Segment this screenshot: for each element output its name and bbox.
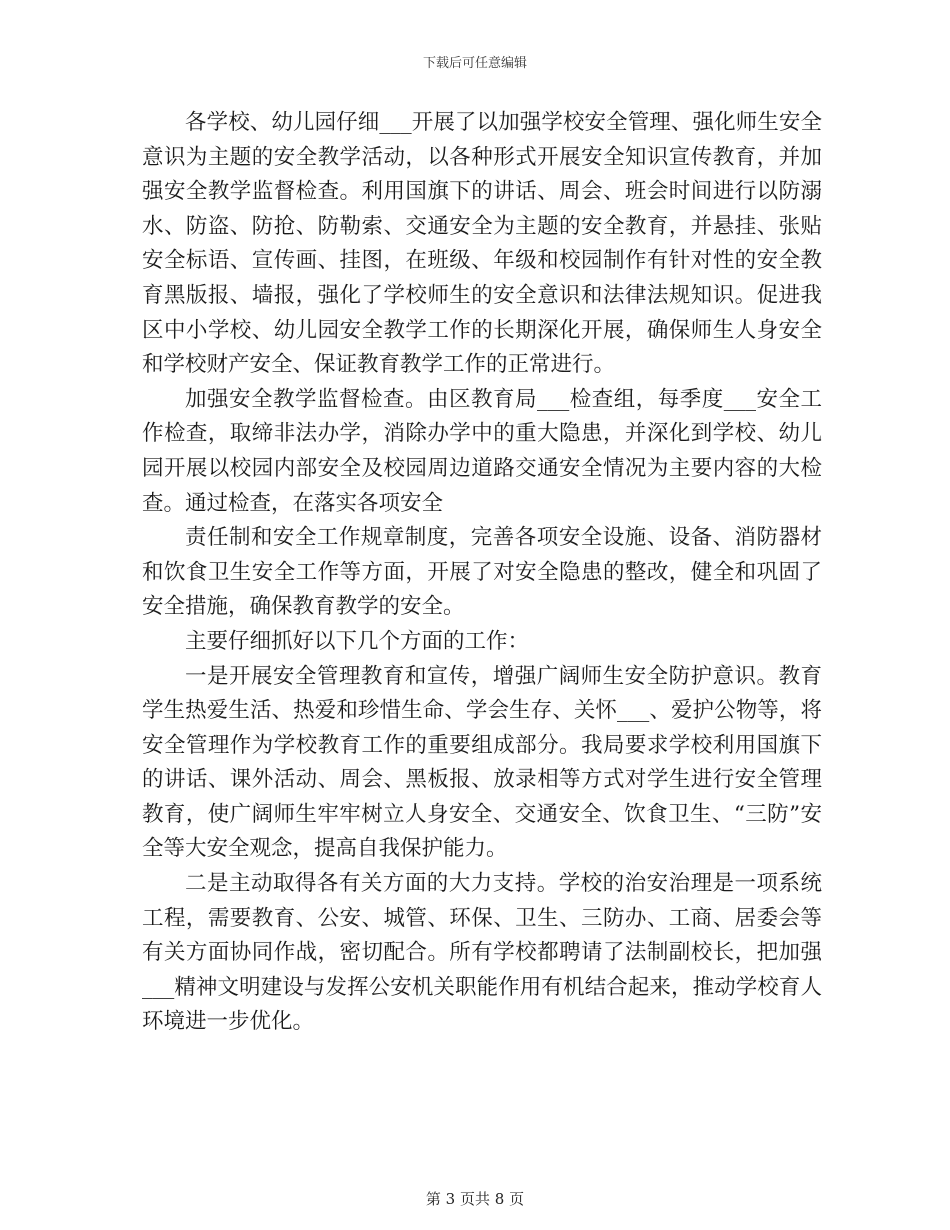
- page-footer: 第 3 页共 8 页: [425, 1190, 525, 1208]
- paragraph-2: 加强安全教学监督检查。由区教育局___检查组，每季度___安全工作检查，取缔非法办学，消除办学中的重大隐患，并深化到学校、幼儿园开展以校园内部安全及校园周边道路交通安全情况为主要内容的大检查。通过检查，在落实各项安全: [142, 386, 822, 516]
- paragraph-1: 各学校、幼儿园仔细___开展了以加强学校安全管理、强化师生安全意识为主题的安全教学活动，以各种形式开展安全知识宣传教育，并加强安全教学监督检查。利用国旗下的讲话、周会、班会时间进行以防溺水、防盗、防抢、防勒索、交通安全为主题的安全教育，并悬挂、张贴安全标语、宣传画、挂图，在班级、年级和校园制作有针对性的安全教育黑版报、墙报，强化了学校师生的安全意识和法律法规知识。促进我区中小学校、幼儿园安全教学工作的长期深化开展，确保师生人身安全和学校财产安全、保证教育教学工作的正常进行。: [142, 110, 822, 378]
- paragraph-5: 一是开展安全管理教育和宣传，增强广阔师生安全防护意识。教育学生热爱生活、热爱和珍惜生命、学会生存、关怀___、爱护公物等，将安全管理作为学校教育工作的重要组成部分。我局要求学校利用国旗下的讲话、课外活动、周会、黑板报、放录相等方式对学生进行安全管理教育，使广阔师生牢牢树立人身安全、交通安全、饮食卫生、“三防”安全等大安全观念，提高自我保护能力。: [142, 663, 822, 862]
- paragraph-4: 主要仔细抓好以下几个方面的工作：: [185, 628, 530, 654]
- page-header: 下载后可任意编辑: [422, 56, 527, 71]
- paragraph-6: 二是主动取得各有关方面的大力支持。学校的治安治理是一项系统工程，需要教育、公安、城管、环保、卫生、三防办、工商、居委会等有关方面协同作战，密切配合。所有学校都聘请了法制副校长，把加强___精神文明建设与发挥公安机关职能作用有机结合起来，推动学校育人环境进一步优化。: [142, 871, 822, 1035]
- paragraph-3: 责任制和安全工作规章制度，完善各项安全设施、设备、消防器材和饮食卫生安全工作等方面，开展了对安全隐患的整改，健全和巩固了安全措施，确保教育教学的安全。: [142, 525, 822, 620]
- document-body: [142, 106, 822, 1040]
